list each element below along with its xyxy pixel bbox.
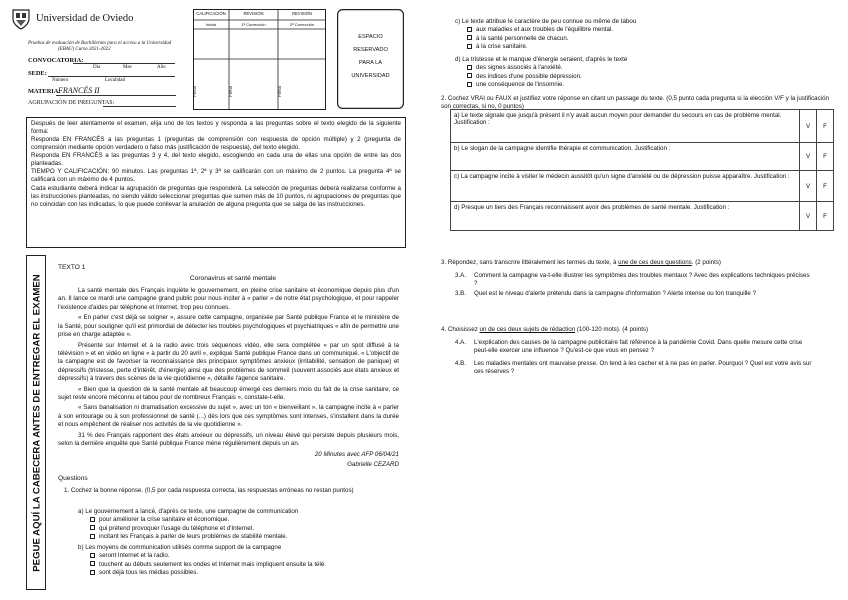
paragraph-5: « Sans banalisation ni dramatisation excessive du sujet », avec un ton « bienveillant », la campagne incite à « parler à son entourage ou à son professionnel de santé (...) dès lors que ces symptômes sont intenses, s'installent dans la durée et nous empêchent de réaliser nos activités de la vie quotidienne ».	[58, 404, 399, 429]
firma-1: Firma	[191, 86, 197, 97]
q3-b: Quel est le niveau d'alerte prétendu dans la campagne d'information ? Alerte intense ou ton tranquille ?	[474, 290, 757, 297]
q2-row-b-vrai[interactable]: V	[800, 143, 817, 171]
checkbox-icon[interactable]	[90, 570, 95, 575]
sede-line	[48, 76, 175, 77]
university-crest	[10, 8, 32, 30]
checkbox-icon[interactable]	[467, 44, 472, 49]
q1-c-option-1-text: aux maladies et aux troubles de l'équilibre mental.	[476, 26, 614, 34]
side-banner	[26, 255, 46, 590]
q1-c-option-1[interactable]	[467, 26, 815, 34]
q2-row-c	[451, 171, 834, 202]
checkbox-icon[interactable]	[90, 525, 95, 530]
q1-a-option-2[interactable]	[90, 525, 398, 533]
q1-b	[78, 544, 398, 577]
grading-col-2: REVISIÓN	[243, 11, 264, 16]
article-author: Gabrielle CEZARD	[347, 461, 399, 469]
q1-b-option-1[interactable]	[90, 552, 398, 560]
checkbox-icon[interactable]	[467, 73, 472, 78]
side-banner-text: PEGUE AQUÍ LA CABECERA ANTES DE ENTREGAR EL EXAMEN	[31, 274, 43, 572]
q2-row-d-faux[interactable]: F	[817, 202, 834, 231]
convocatoria-month: Mes	[123, 65, 132, 70]
q4-stem-underlined: un de ces deux sujets de rédaction	[479, 326, 576, 333]
checkbox-icon[interactable]	[90, 553, 95, 558]
text-label: TEXTO 1	[58, 264, 86, 271]
reserved-line-3: PARA LA	[359, 60, 382, 66]
q1-d-option-2-text: des indices d'une possible dépression.	[476, 72, 582, 80]
materia-line	[56, 95, 176, 96]
paragraph-2: « En parler c'est déjà se soigner », assure cette campagne, organisée par Santé publique France et le ministère de la Santé, pour souligner qu'il est primordial de détecter les troubles psychologiques et psychiatriques « afin de permettre une prise en charge adaptée ».	[58, 314, 400, 339]
q1-d-option-2[interactable]	[467, 73, 815, 81]
instructions-intro: Después de leer atentamente el examen, elija uno de los textos y responda a las preguntas sobre el texto elegido de la siguiente forma:	[31, 120, 401, 136]
article-source: 20 Minutes avec AFP 06/04/21	[314, 450, 399, 458]
article-body	[58, 287, 399, 469]
convocatoria-label: CONVOCATORIA:	[28, 57, 84, 64]
q2-row-b-text: b) Le slogan de la campagne identifie thérapie et communication. Justification :	[451, 143, 800, 171]
instructions-line-3: TIEMPO Y CALIFICACIÓN: 90 minutos. Las preguntas 1ª, 2ª y 3ª se calificarán con un máximo de 2 puntos. La pregunta 4ª se calificará con un máximo de 4 puntos.	[31, 168, 401, 184]
q4-a: L'explication des causes de la campagne publicitaire fait référence à la pandémie Covid. Dans quelle mesure cette crise peut-elle exercer une influence ? Qu'est-ce que vous en pensez ?	[474, 339, 803, 354]
q4-stem-post: (100-120 mots). (4 points)	[575, 326, 649, 333]
q2-row-d	[451, 202, 834, 231]
q3-b-num: 3.B.	[455, 290, 467, 297]
q3-stem-underlined: une de ces deux questions	[618, 259, 692, 266]
q1-a-option-3[interactable]	[90, 533, 398, 541]
q1-b-option-2[interactable]	[90, 561, 398, 569]
q1-stem: 1. Cochez la bonne réponse. (0,5 por cada respuesta correcta, las respuestas erróneas no restan puntos)	[64, 487, 354, 494]
grading-col-3: REVISIÓN	[291, 11, 312, 16]
checkbox-icon[interactable]	[90, 561, 95, 566]
q2-row-c-text: c) La campagne incite à visiter le médecin aussitôt qu'un signe d'anxiété ou de dépression puisse apparaître. Justification :	[451, 171, 800, 202]
q1-c-option-3[interactable]	[467, 43, 815, 51]
q2-row-d-vrai[interactable]: V	[800, 202, 817, 231]
reserved-line-4: UNIVERSIDAD	[351, 73, 390, 79]
q2-row-c-faux[interactable]: F	[817, 171, 834, 202]
grading-sub-2: 1ª Corrección	[241, 22, 266, 27]
q1-b-option-3-text: sont déjà tous les médias possibles.	[99, 569, 199, 577]
q2-row-a	[451, 110, 834, 143]
q2-row-a-text: a) Le texte signale que jusqu'à présent il n'y avait aucun moyen pour demander du secours en cas de problème mental. Justification :	[451, 110, 800, 143]
text-title: Coronavirus et santé mentale	[189, 275, 277, 282]
q1-b-option-1-text: seront Internet et la radio.	[99, 552, 170, 560]
q1-d-option-1[interactable]	[467, 64, 815, 72]
materia-label: MATERIA:	[28, 88, 61, 95]
instructions-line-2: Responda EN FRANCÉS a las preguntas 3 y 4, del texto elegido, escogiendo en cada una de ellas una opción de entre las dos planteadas.	[31, 152, 401, 168]
q1-a-option-3-text: incitant les Français à parler de leurs problèmes de stabilité mentale.	[99, 533, 288, 541]
exam-title-2: (EBAU) Curso 2021-2022	[58, 47, 111, 52]
paragraph-3: Présente sur Internet et à la radio avec trois séquences vidéo, elle sera complétée « par un spot diffusé à la télévision » et en vidéo en ligne « à partir du 20 avril », explique Santé publique France dans un communiqué. « L'objectif de la campagne est de favoriser la reconnaissance des principaux symptômes anxieux (irritabilité, sensation de panique) et dépressifs (tristesse, perte d'intérêt, d'énergie) ainsi que des problèmes de sommeil (souvent associés aux états anxieux et dépressifs) à travers des scènes de la vie quotidienne », détaille l'agence sanitaire.	[58, 341, 399, 383]
q1-b-option-2-text: touchent au débuts seulement les ondes et Internet mais impliquent ensuite la télé.	[99, 560, 327, 568]
questions-label: Questions	[58, 475, 88, 482]
reserved-line-2: RESERVADO	[353, 47, 388, 53]
grading-sub-1: Inicial	[205, 22, 217, 27]
q1-b-lead: b) Les moyens de communication utilisés comme support de la campagne	[78, 544, 282, 551]
convocatoria-year: Año	[157, 65, 166, 70]
q1-c-option-2[interactable]	[467, 35, 815, 43]
crest-icon	[10, 8, 32, 30]
instructions-box	[26, 117, 406, 248]
q1-c-option-3-text: à la crise sanitaire.	[476, 43, 528, 51]
q1-d-option-3-text: une conséquence de l'insomnie.	[476, 81, 565, 89]
q2-table	[450, 109, 834, 231]
university-name: Universidad de Oviedo	[36, 13, 134, 24]
q1-d	[455, 56, 815, 89]
firma-2: Firma	[227, 86, 233, 97]
q4-b: Les maladies mentales ont mauvaise presse. On tend à les cacher et à ne pas en parler. Pourquoi ? Quel est votre avis sur ces réserves ?	[474, 360, 812, 375]
q2-row-b-faux[interactable]: F	[817, 143, 834, 171]
grading-col-1: CALIFICACIÓN	[196, 11, 226, 16]
convocatoria-line	[73, 63, 175, 64]
q4-a-num: 4.A.	[455, 339, 467, 346]
grading-table	[193, 9, 326, 110]
sede-locality: Localidad	[105, 78, 125, 83]
q1-c-option-2-text: à la santé personnelle de chacun.	[476, 34, 569, 42]
q1-a	[78, 508, 398, 541]
q2-row-d-text: d) Presque un tiers des Français reconnaissent avoir des problèmes de santé mentale. Justification :	[451, 202, 800, 231]
q4-b-num: 4.B.	[455, 360, 467, 367]
q1-d-option-3[interactable]	[467, 81, 815, 89]
q4-stem	[441, 326, 833, 334]
q3-a-num: 3.A.	[455, 272, 467, 279]
paragraph-1: La santé mentale des Français inquiète le gouvernement, en pleine crise sanitaire et économique depuis plus d'un an. Il lance ce mardi une campagne grand public pour nous inciter à « parler » de notre état psychologique, et pour rappeler l'existence d'aides par téléphone et Internet, trop peu connues.	[58, 287, 399, 311]
sede-number: Número	[52, 78, 69, 83]
q3-a: Comment la campagne va-t-elle illustrer les symptômes des troubles mentaux ? Avec des explications techniques précises ?	[474, 272, 810, 287]
checkbox-icon[interactable]	[467, 35, 472, 40]
q1-a-option-1[interactable]	[90, 516, 398, 524]
q1-c	[455, 18, 815, 51]
checkbox-icon[interactable]	[90, 517, 95, 522]
checkbox-icon[interactable]	[467, 27, 472, 32]
materia-value: FRANCÉS II	[58, 86, 100, 95]
q1-b-option-3[interactable]	[90, 569, 398, 577]
instructions-line-4: Cada estudiante deberá indicar la agrupación de preguntas que responderá. La selección de preguntas deberá realizarse conforme a las instrucciones planteadas, no siendo válido seleccionar preguntas que sumen más de 10 puntos, ni agrupaciones de preguntas que no coincidan con las indicadas, lo que puede conllevar la anulación de alguna pregunta que se salga de las instrucciones.	[31, 184, 401, 208]
q2-row-a-vrai[interactable]: V	[800, 110, 817, 143]
exam-title-1: Pruebas de evaluación de Bachillerato para el acceso a la Universidad	[28, 41, 172, 46]
reserved-line-1: ESPACIO	[358, 34, 383, 40]
convocatoria-day: Día	[93, 65, 101, 70]
checkbox-icon[interactable]	[467, 65, 472, 70]
q1-c-lead: c) Le texte attribue le caractère de peu connue ou même de tabou	[455, 18, 637, 25]
q1-d-option-1-text: des signes associés à l'anxiété.	[476, 64, 563, 72]
q1-a-option-2-text: qui prétend provoquer l'usage du téléphone et d'Internet.	[99, 524, 255, 532]
q1-a-lead: a) Le gouvernement a lancé, d'après ce texte, une campagne de communication	[78, 508, 299, 515]
q1-d-lead: d) La tristesse et le manque d'énergie seraient, d'après le texte	[455, 56, 628, 63]
q2-row-b	[451, 143, 834, 171]
sede-label: SEDE:	[28, 70, 47, 77]
q2-stem: 2. Cochez VRAI ou FAUX et justifiez votre réponse en citant un passage du texte. (0,5 punto cada pregunta si la elección V/F y la justificación son correctas, si no, 0 puntos)	[441, 95, 829, 110]
q3-stem-pre: 3. Répondez, sans transcrire littéralement les termes du texte, à	[441, 259, 619, 266]
reserved-box	[337, 9, 404, 109]
checkbox-icon[interactable]	[467, 82, 472, 87]
firma-3: Firma	[276, 86, 282, 97]
q1-a-option-1-text: pour améliorer la crise sanitaire et économique.	[99, 516, 230, 524]
paragraph-6: 31 % des Français rapportent des états anxieux ou dépressifs, un niveau élevé qui persiste depuis plusieurs mois, selon la dernière enquête que Santé publique France mène régulièrement depuis un an.	[58, 431, 399, 448]
q2-row-c-vrai[interactable]: V	[800, 171, 817, 202]
agrupacion-line	[103, 106, 176, 107]
q3-stem-post: . (2 points)	[691, 259, 721, 266]
instructions-line-1: Responda EN FRANCÉS a las preguntas 1 (preguntas de comprensión con respuesta de opción múltiple) y 2 (pregunta de comprensión mediante opción verdadero o falso más justificación de respuesta), del texto elegido.	[31, 136, 401, 152]
q2-row-a-faux[interactable]: F	[817, 110, 834, 143]
q3-stem	[441, 259, 833, 267]
agrupacion-label: AGRUPACIÓN DE PREGUNTAS:	[28, 100, 115, 106]
grading-sub-3: 2ª Corrección	[289, 22, 315, 27]
paragraph-4: « Bien que la question de la santé mentale ait beaucoup émergé ces derniers mois du fait de la crise sanitaire, ce sujet reste encore méconnu et tabou pour de nombreux Français », constate-t-elle.	[58, 385, 399, 402]
checkbox-icon[interactable]	[90, 534, 95, 539]
q4-stem-pre: 4. Choisissez	[441, 326, 480, 333]
